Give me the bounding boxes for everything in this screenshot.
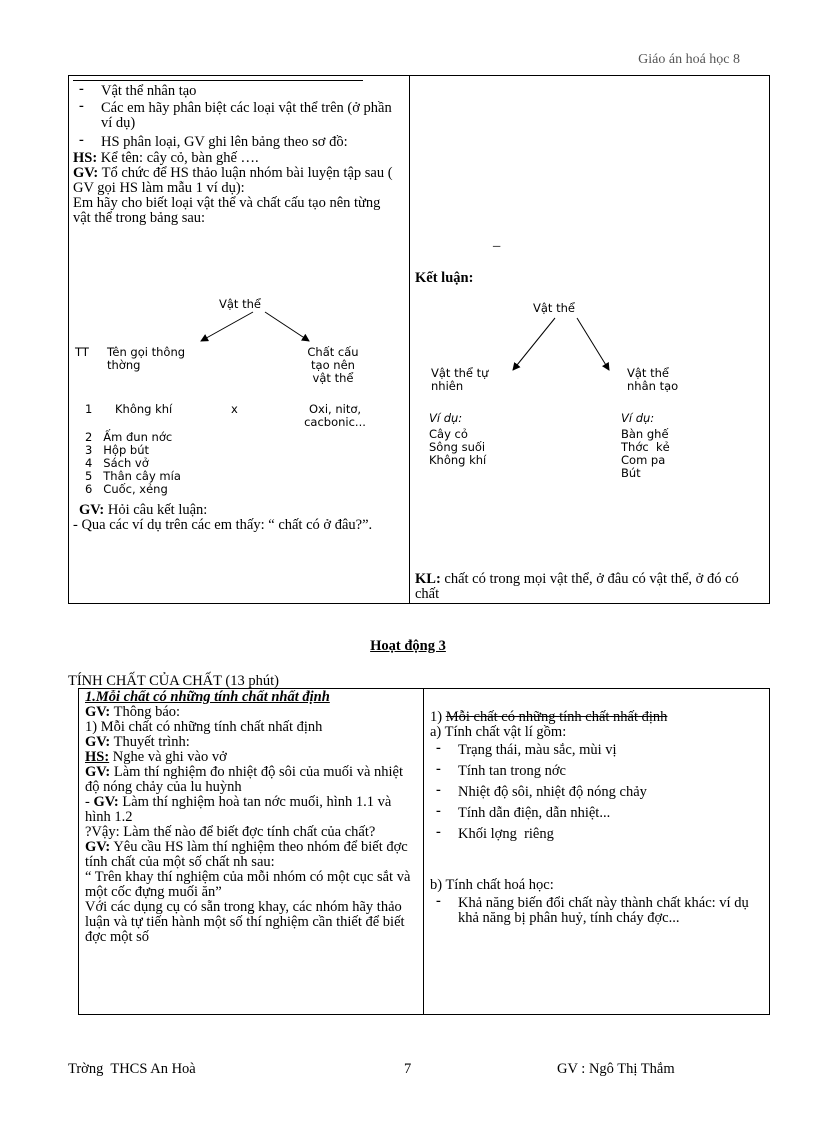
- gv-text: Hỏi câu kết luận:: [104, 502, 208, 518]
- gv-text: Tổ chức để HS thảo luận nhóm bài luyện tập sau ( GV gọi HS làm mẫu 1 ví dụ):: [73, 165, 393, 196]
- gv-label: GV:: [73, 165, 99, 181]
- gv-label: GV:: [79, 502, 105, 518]
- list-item: - Tính tan trong nớc: [430, 764, 760, 779]
- gv-line: [85, 795, 415, 825]
- list-item: - HS phân loại, GV ghi lên bảng theo sơ đồ:: [73, 135, 399, 150]
- list-item: Bàn ghế: [621, 427, 669, 441]
- gv-line: [85, 840, 415, 870]
- table-row: 6 Cuốc, xẻng: [85, 482, 168, 496]
- section-heading: [0, 639, 816, 654]
- footer-page-number: 7: [404, 1061, 412, 1077]
- dash-mark: _: [493, 233, 501, 249]
- list-item: - Vật thể nhân tạo: [73, 84, 399, 99]
- left-title: [85, 690, 415, 705]
- question-text: - Qua các ví dụ trên các em thấy: “ chất có ở đâu?”.: [73, 517, 373, 533]
- gv-text: Thuyết trình:: [110, 734, 190, 750]
- list-item: - Trạng thái, màu sắc, mùi vị: [430, 743, 760, 758]
- gv-label: GV:: [93, 794, 119, 810]
- gv-text: Làm thí nghiệm đo nhiệt độ sôi của muối và nhiệt độ nóng chảy của lu huỳnh: [85, 764, 404, 795]
- b-title: b) Tính chất hoá học:: [430, 877, 554, 893]
- list-item: Bút: [621, 466, 641, 480]
- section-heading-text: Hoạt động 3: [370, 638, 446, 654]
- table2-divider: [423, 689, 424, 1014]
- list-item: Cây cỏ: [429, 427, 468, 441]
- kl-text: [415, 572, 761, 602]
- footer-school: Trờng THCS An Hoà: [68, 1061, 196, 1077]
- artificial-list: [621, 428, 670, 480]
- gv-line: [85, 765, 415, 795]
- list-item: - Tính dẫn điện, dẫn nhiệt...: [430, 806, 760, 821]
- vidu-right: Ví dụ:: [621, 411, 655, 425]
- row1-no: 1: [85, 402, 93, 416]
- footer-teacher: GV : Ngô Thị Thắm: [557, 1061, 675, 1077]
- table2-right-cell: [430, 710, 760, 926]
- col-tt: TT: [75, 345, 89, 359]
- list-item: - Các em hãy phân biệt các loại vật thể trên (ở phần ví dụ): [73, 101, 399, 131]
- right-diagram-arrows: [69, 76, 769, 603]
- natural-list: [429, 428, 486, 467]
- kl-label: KL:: [415, 571, 441, 587]
- a-title: a) Tính chất vật lí gồm:: [430, 724, 567, 740]
- conclusion-label: Kết luận:: [415, 270, 474, 286]
- arrow-right: [577, 318, 609, 370]
- list-item: - Khả năng biến đổi chất này thành chất khác: ví dụ khả năng bị phân huỷ, tính cháy đợc...: [430, 896, 760, 926]
- row1-chat: Oxi, nitơ, cacbonic...: [304, 402, 366, 429]
- list-item: - Nhiệt độ sôi, nhiệt độ nóng chảy: [430, 785, 760, 800]
- quote-text: “ Trên khay thí nghiệm của mỗi nhóm có một cục sắt và một cốc đựng muối ăn”: [85, 869, 411, 900]
- hs-label: HS:: [85, 749, 110, 765]
- hs-text: Nghe và ghi vào vở: [109, 749, 227, 765]
- list-item: Không khí: [429, 453, 487, 467]
- statement: 1) Mỗi chất có những tính chất nhất định: [85, 719, 323, 735]
- section-subtitle: TÍNH CHẤT CỦA CHẤT (13 phút): [68, 673, 279, 689]
- natural-title: Vật thể tự nhiên: [431, 366, 489, 393]
- left-diagram-root: Vật thể: [219, 297, 261, 311]
- kl-body: chất có trong mọi vật thể, ở đâu có vật thể, ở đó có chất: [415, 571, 739, 602]
- right-title-text: Mỗi chất có những tính chất nhất định: [445, 709, 668, 725]
- list-item: Thớc kẻ: [621, 440, 670, 454]
- col-chat: Chất cấu tạo nên vật thể: [307, 345, 359, 385]
- question-text: ?Vậy: Làm thế nào để biết đợc tính chất của chất?: [85, 824, 376, 840]
- table2-left-cell: [85, 690, 415, 945]
- gv-line: [85, 735, 415, 750]
- tail-text: Với các dụng cụ có sẵn trong khay, các nhóm hãy thảo luận và tự tiến hành một số thí nghiệm cần thiết để biết đợc một số: [85, 899, 405, 945]
- gv-label: GV:: [85, 734, 111, 750]
- row1-name: Không khí: [115, 402, 173, 416]
- gv-label: GV:: [85, 704, 111, 720]
- table-row: 3 Hộp bút: [85, 443, 150, 457]
- vidu-left: Ví dụ:: [429, 411, 463, 425]
- artificial-title: Vật thể nhân tạo: [627, 366, 679, 393]
- right-title: [430, 710, 760, 725]
- row1-mark: x: [231, 402, 238, 416]
- gv-line: [85, 705, 415, 720]
- gv-label: GV:: [85, 764, 111, 780]
- hs-text: Kể tên: cây cỏ, bàn ghế ….: [97, 150, 259, 166]
- table2: [78, 688, 770, 1015]
- list-item: Com pa: [621, 453, 666, 467]
- hs-label: HS:: [73, 150, 98, 166]
- left-title-text: 1.Mỗi chất có những tính chất nhất định: [85, 689, 330, 705]
- hs-line: [85, 750, 415, 765]
- list-item: - Khối lợng riêng: [430, 827, 760, 842]
- gv-label: GV:: [85, 839, 111, 855]
- gv-text: Làm thí nghiệm hoà tan nớc muối, hình 1.1 và hình 1.2: [85, 794, 392, 825]
- gv-text: Thông báo:: [110, 704, 181, 720]
- task-text: Em hãy cho biết loại vật thể và chất cấu tạo nên từng vật thể trong bảng sau:: [73, 195, 381, 226]
- right-diagram-root: Vật thể: [533, 301, 575, 315]
- table1: [68, 75, 770, 604]
- table-row: 2 Ấm đun nớc: [85, 430, 173, 444]
- list-item: Sông suối: [429, 440, 486, 454]
- arrow-left: [513, 318, 555, 370]
- table-row: 4 Sách vở: [85, 456, 149, 470]
- gv-text: Yêu cầu HS làm thí nghiệm theo nhóm để biết đợc tính chất của một số chất nh sau:: [85, 839, 408, 870]
- gv-prefix: -: [85, 794, 94, 810]
- right-title-prefix: 1): [430, 709, 446, 725]
- col-name: Tên gọi thông thờng: [107, 345, 186, 372]
- page-header: Giáo án hoá học 8: [638, 52, 740, 67]
- table-row: 5 Thân cây mía: [85, 469, 181, 483]
